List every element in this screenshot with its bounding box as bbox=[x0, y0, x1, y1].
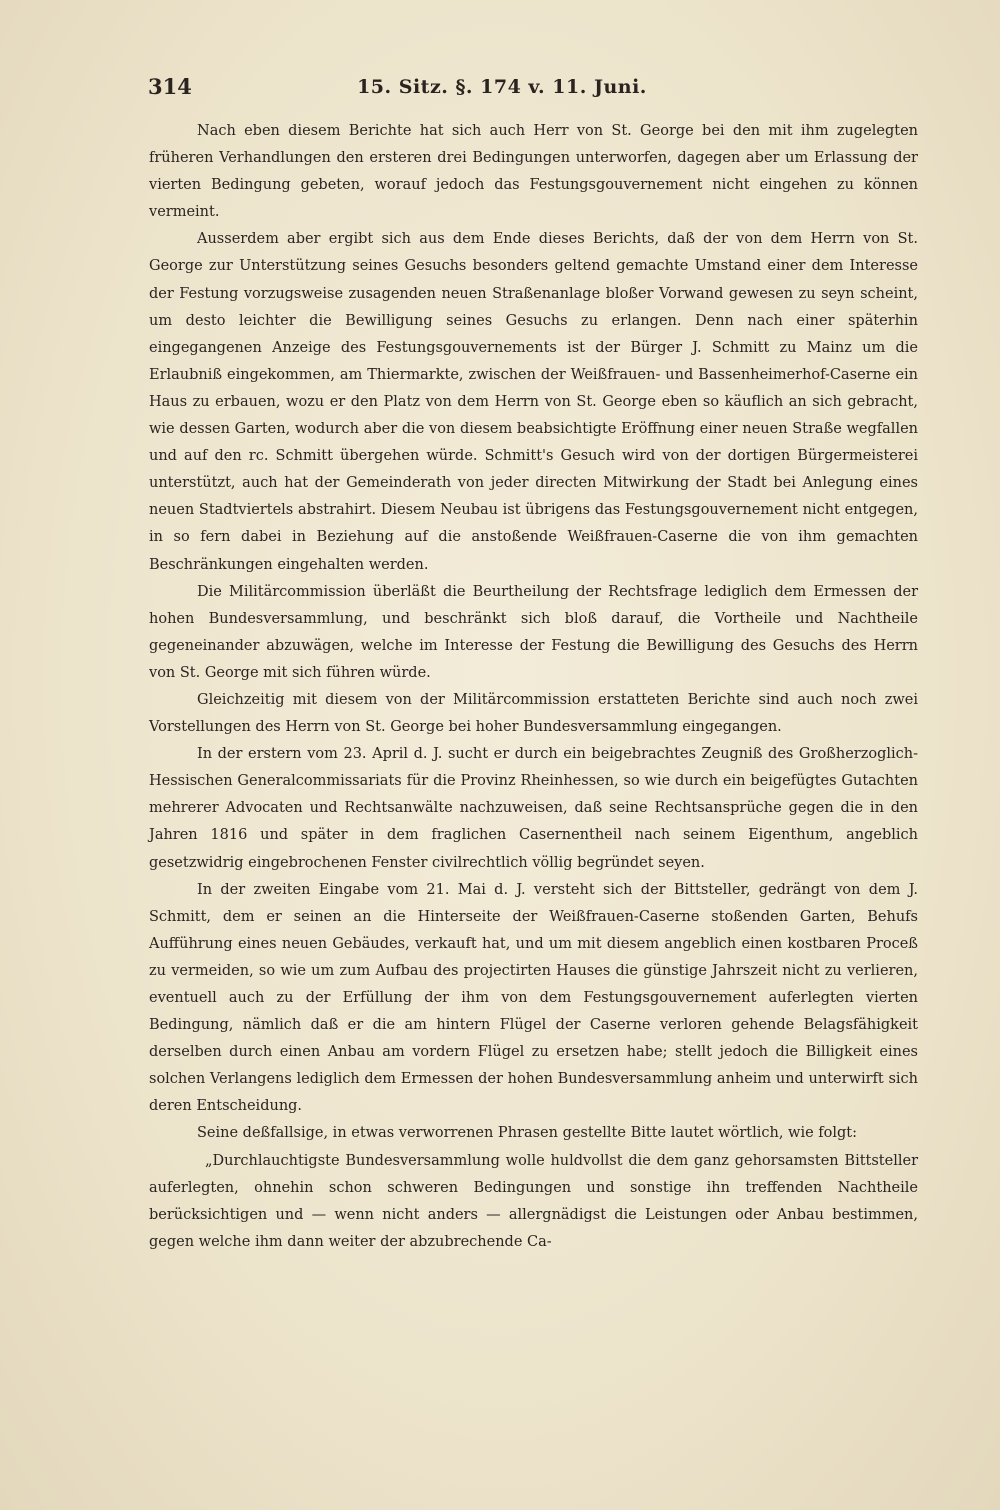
paragraph: Gleichzeitig mit diesem von der Militärcommission erstatteten Berichte sind auch noch zwei Vorstellungen des Herrn von St. George bei hoher Bundesversammlung eingegangen. bbox=[149, 691, 918, 736]
paragraph: Seine deßfallsige, in etwas verworrenen Phrasen gestellte Bitte lautet wörtlich, wie folgt: bbox=[197, 1125, 857, 1142]
paragraph: In der erstern vom 23. April d. J. sucht er durch ein beigebrachtes Zeugniß des Großherzoglich-Hessischen Generalcommissariats für die Provinz Rheinhessen, so wie durch ein beigefügtes Gutachten mehrerer Advocaten und Rechtsanwälte nachzuweisen, daß seine Rechtsansprüche gegen die in den Jahren 1816 und später in dem fraglichen Casernentheil nach seinem Eigenthum, angeblich gesetzwidrig eingebrochenen Fenster civilrechtlich völlig begründet seyen. bbox=[149, 746, 918, 871]
quoted-paragraph: „Durchlauchtigste Bundesversammlung wolle huldvollst die dem ganz gehorsamsten Bittsteller auferlegten, ohnehin schon schweren Bedingungen und sonstige ihn treffenden Nachtheile berücksichtigen und — wenn nicht anders — allergnädigst die Leistungen oder Anbau bestimmen, gegen welche ihm dann weiter der abzubrechende Ca- bbox=[149, 1152, 918, 1250]
paragraph: Ausserdem aber ergibt sich aus dem Ende dieses Berichts, daß der von dem Herrn von St. George zur Unterstützung seines Gesuchs besonders geltend gemachte Umstand einer dem Interesse der Festung vorzugsweise zusagenden neuen Straßenanlage bloßer Vorwand gewesen zu seyn scheint, um desto leichter die Bewilligung seines Gesuchs zu erlangen. Denn nach einer späterhin eingegangenen Anzeige des Festungsgouvernements ist der Bürger J. Schmitt zu Mainz um die Erlaubniß eingekommen, am Thiermarkte, zwischen der Weißfrauen- und Bassenheimerhof-Caserne ein Haus zu erbauen, wozu er den Platz von dem Herrn von St. George eben so käuflich an sich gebracht, wie dessen Garten, wodurch aber die von diesem beabsichtigte Eröffnung einer neuen Straße wegfallen und auf den rc. Schmitt übergehen würde. Schmitt's Gesuch wird von der dortigen Bürgermeisterei unterstützt, auch hat der Gemeinderath von jeder directen Mitwirkung der Stadt bei Anlegung eines neuen Stadtviertels abstrahirt. Diesem Neubau ist übrigens das Festungsgouvernement nicht entgegen, in so fern dabei in Beziehung auf die anstoßende Weißfrauen-Caserne die von ihm gemachten Beschränkungen eingehalten werden. bbox=[149, 231, 918, 573]
paragraph: In der zweiten Eingabe vom 21. Mai d. J. versteht sich der Bittsteller, gedrängt von dem J. Schmitt, dem er seinen an die Hinterseite der Weißfrauen-Caserne stoßenden Garten, Behufs Aufführung eines neuen Gebäudes, verkauft hat, und um mit diesem angeblich einen kostbaren Proceß zu vermeiden, so wie um zum Aufbau des projectirten Hauses die günstige Jahrszeit nicht zu verlieren, eventuell auch zu der Erfüllung der ihm von dem Festungsgouvernement auferlegten vierten Bedingung, nämlich daß er die am hintern Flügel der Caserne verloren gehende Belagsfähigkeit derselben durch einen Anbau am vordern Flügel zu ersetzen habe; stellt jedoch die Billigkeit eines solchen Verlangens lediglich dem Ermessen der hohen Bundesversammlung anheim und unterwirft sich deren Entscheidung. bbox=[149, 881, 918, 1115]
page-header bbox=[148, 74, 856, 104]
paragraph: Nach eben diesem Berichte hat sich auch Herr von St. George bei den mit ihm zugelegten früheren Verhandlungen den ersteren drei Bedingungen unterworfen, dagegen aber um Erlassung der vierten Bedingung gebeten, worauf jedoch das Festungsgouvernement nicht eingehen zu können vermeint. bbox=[149, 123, 918, 221]
running-head: 15. Sitz. §. 174 v. 11. Juni. bbox=[357, 76, 647, 98]
page-number: 314 bbox=[148, 74, 192, 99]
body-text bbox=[149, 118, 918, 1256]
paragraph: Die Militärcommission überläßt die Beurtheilung der Rechtsfrage lediglich dem Ermessen der hohen Bundesversammlung, und beschränkt sich bloß darauf, die Vortheile und Nachtheile gegeneinander abzuwägen, welche im Interesse der Festung die Bewilligung des Gesuchs des Herrn von St. George mit sich führen würde. bbox=[149, 583, 918, 681]
